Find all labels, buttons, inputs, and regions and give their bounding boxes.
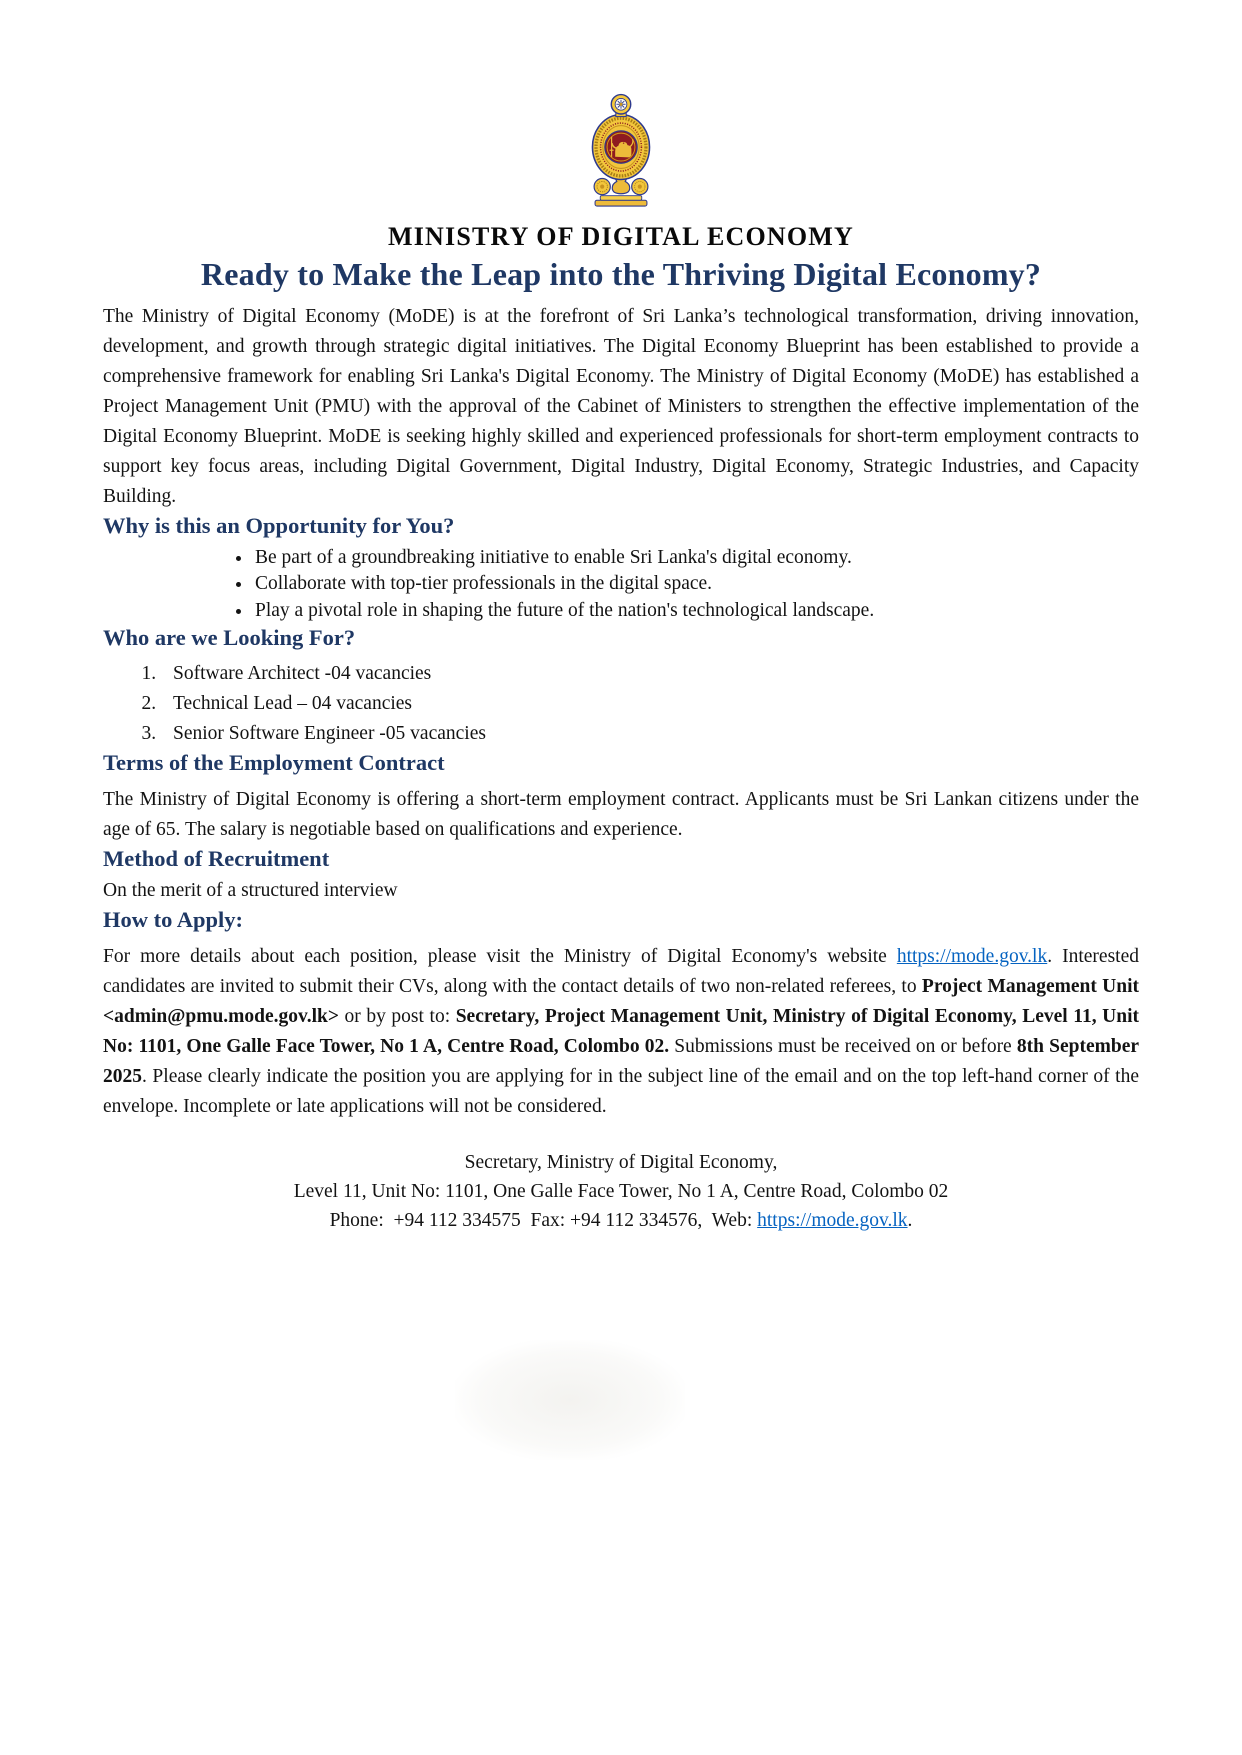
contact-line-phone-fax-web bbox=[103, 1206, 1139, 1235]
faint-watermark bbox=[455, 1340, 685, 1460]
section-heading-apply: How to Apply: bbox=[103, 907, 244, 933]
sri-lanka-national-emblem-icon bbox=[582, 90, 660, 208]
bullet-item: • Collaborate with top-tier professionals in the digital space. bbox=[253, 571, 1139, 598]
contact-line-address: Level 11, Unit No: 1101, One Galle Face Tower, No 1 A, Centre Road, Colombo 02 bbox=[293, 1181, 949, 1203]
opportunity-bullet-list bbox=[103, 545, 1139, 625]
contact-block bbox=[103, 1148, 1139, 1235]
contact-line-secretary: Secretary, Ministry of Digital Economy, bbox=[464, 1152, 778, 1174]
vacancy-item: 3. Senior Software Engineer -05 vacancies bbox=[161, 719, 1139, 749]
ministry-title: MINISTRY OF DIGITAL ECONOMY bbox=[387, 222, 855, 251]
terms-paragraph: The Ministry of Digital Economy is offering a short-term employment contract. Applicants must be Sri Lankan citizens under the age of 65. The salary is negotiable based on qualifications and experience. bbox=[103, 789, 1139, 841]
mode-website-link-footer[interactable]: https://mode.gov.lk bbox=[757, 1210, 908, 1232]
section-heading-looking-for: Who are we Looking For? bbox=[103, 625, 356, 651]
section-heading-method: Method of Recruitment bbox=[103, 846, 330, 872]
text-segment: For more details about each position, please visit the Ministry of Digital Economy's website bbox=[103, 946, 897, 968]
vacancy-item: 1. Software Architect -04 vacancies bbox=[161, 659, 1139, 689]
vacancy-item: 2. Technical Lead – 04 vacancies bbox=[161, 689, 1139, 719]
recruitment-method-text: On the merit of a structured interview bbox=[103, 880, 398, 902]
text-segment: Phone: +94 112 334575 Fax: +94 112 334576, Web: bbox=[329, 1210, 758, 1232]
apply-paragraph bbox=[103, 942, 1139, 1122]
headline: Ready to Make the Leap into the Thriving Digital Economy? bbox=[200, 255, 1042, 292]
text-segment: . bbox=[907, 1210, 913, 1232]
intro-paragraph: The Ministry of Digital Economy (MoDE) is at the forefront of Sri Lanka’s technological transformation, driving innovation, development, and growth through strategic digital initiatives. The Digital Economy Blueprint has been established to provide a comprehensive framework for enabling Sri Lanka's Digital Economy. The Ministry of Digital Economy (MoDE) has established a Project Management Unit (PMU) with the approval of the Cabinet of Ministers to strengthen the effective implementation of the Digital Economy Blueprint. MoDE is seeking highly skilled and experienced professionals for short-term employment contracts to support key focus areas, including Digital Government, Digital Industry, Digital Economy, Strategic Industries, and Capacity Building. bbox=[103, 305, 1139, 507]
text-segment: or by post to: bbox=[338, 1006, 456, 1028]
bullet-item: • Play a pivotal role in shaping the future of the nation's technological landscape. bbox=[253, 598, 1139, 625]
section-heading-terms: Terms of the Employment Contract bbox=[103, 750, 445, 776]
bold-text-segment: Secretary, Project Management Unit, Ministry of Digital Economy, Level 11, Unit No: 1101, One Galle Face Tower, No 1 A, Centre Road, Colombo 02. bbox=[103, 1006, 1139, 1058]
bold-text-segment: 8th September 2025 bbox=[103, 1036, 1140, 1088]
text-segment: . Please clearly indicate the position you are applying for in the subject line of the email and on the top left-hand corner of the envelope. Incomplete or late applications will not be considered. bbox=[103, 1066, 1139, 1118]
bullet-item: • Be part of a groundbreaking initiative to enable Sri Lanka's digital economy. bbox=[253, 545, 1139, 572]
section-heading-opportunity: Why is this an Opportunity for You? bbox=[103, 512, 455, 538]
bold-text-segment: Project Management Unit <admin@pmu.mode.gov.lk> bbox=[103, 976, 1139, 1028]
text-segment: . Interested candidates are invited to submit their CVs, along with the contact details of two non-related referees, to bbox=[103, 946, 1139, 998]
text-segment: Submissions must be received on or before bbox=[669, 1036, 1017, 1058]
emblem-container bbox=[103, 90, 1139, 208]
mode-website-link[interactable]: https://mode.gov.lk bbox=[896, 946, 1048, 968]
vacancy-list bbox=[103, 659, 1139, 749]
